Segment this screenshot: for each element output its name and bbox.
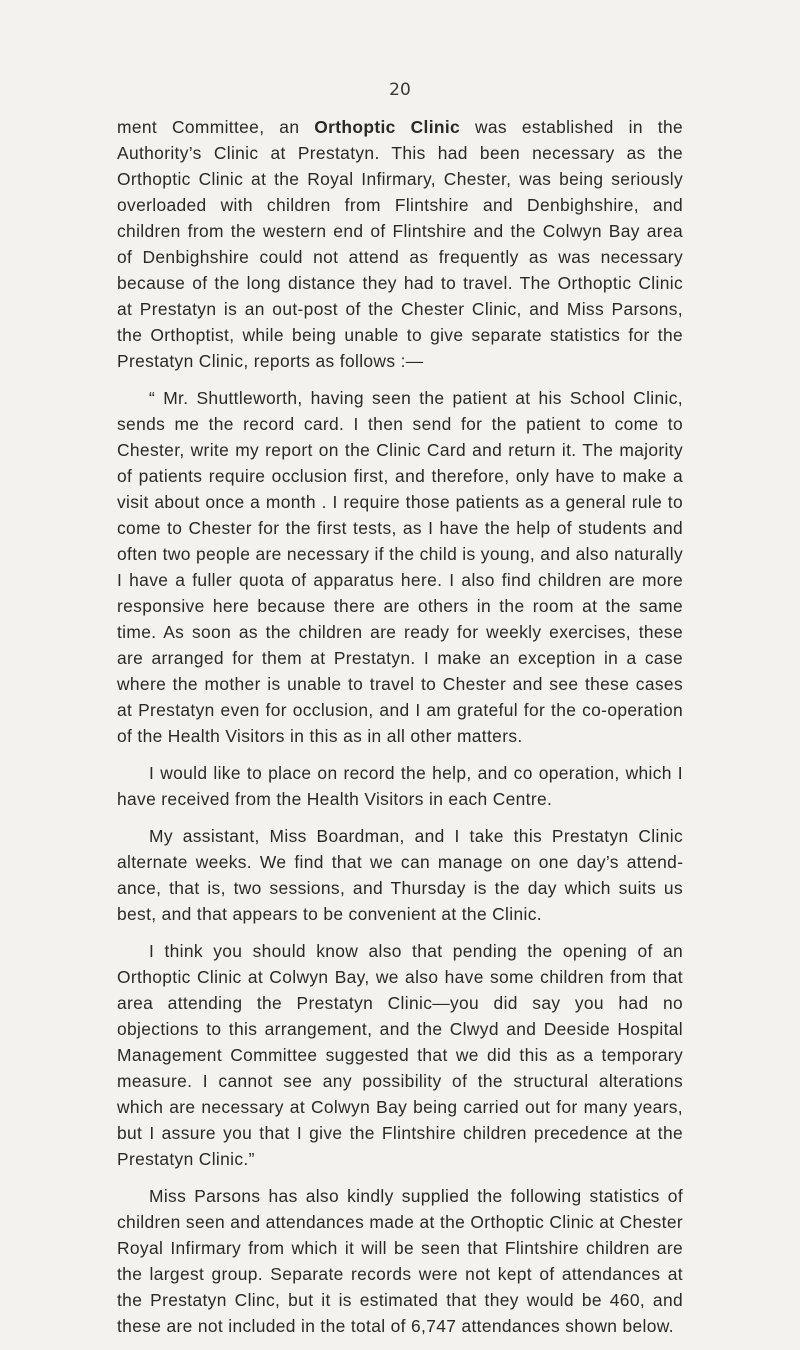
- paragraph: [117, 1183, 683, 1339]
- paragraph: [117, 760, 683, 812]
- paragraph: [117, 938, 683, 1172]
- paragraph: [117, 385, 683, 749]
- text-run: “ Mr. Shuttleworth, having seen the patient at his School Clinic, sends me the record card. I then send for the patient to come to Chester, write my report on the Clinic Card and return it. The majority of patients require occlusion first, and therefore, only have to make a visit about once a month . I require those patients as a general rule to come to Chester for the first tests, as I have the help of students and often two people are necessary if the child is young, and also naturally I have a fuller quota of apparatus here. I also find children are more responsive here because there are others in the room at the same time. As soon as the children are ready for weekly exercises, these are arranged for them at Prestatyn. I make an exception in a case where the mother is unable to travel to Chester and see these cases at Prestatyn even for occlusion, and I am grateful for the co-operation of the Health Visitors in this as in all other matters.: [117, 388, 683, 746]
- paragraph: [117, 114, 683, 374]
- text-run: I would like to place on record the help, and co operation, which I have received from the Health Visitors in each Centre.: [117, 763, 683, 809]
- text-run: Miss Parsons has also kindly supplied the following statistics of children seen and attendances made at the Orthoptic Clinic at Chester Royal Infirmary from which it will be seen that Flintshire children are the largest group. Separate records were not kept of attendances at the Prestatyn Clinc, but it is estimated that they would be 460, and these are not included in the total of 6,747 attendances shown below.: [117, 1186, 683, 1336]
- text-run: My assistant, Miss Boardman, and I take this Prestatyn Clinic alternate weeks. We find that we can manage on one day’s attendance, that is, two sessions, and Thursday is the day which suits us best, and that appears to be convenient at the Clinic.: [117, 826, 683, 924]
- page-number: 20: [389, 80, 411, 100]
- text-run: was established in the Authority’s Clinic at Prestatyn. This had been necessary as the Orthoptic Clinic at the Royal Infirmary, Chester, was being seriously overloaded with children from Flintshire and Denbighshire, and children from the western end of Flintshire and the Colwyn Bay area of Denbighshire could not attend as frequently as was necessary because of the long distance they had to travel. The Orthoptic Clinic at Prestatyn is an out-post of the Chester Clinic, and Miss Parsons, the Orthoptist, while being unable to give separate statistics for the Prestatyn Clinic, reports as follows :—: [117, 117, 684, 371]
- body-text: [117, 114, 683, 1350]
- bold-run: Orthoptic Clinic: [314, 117, 461, 137]
- text-run: I think you should know also that pending the opening of an Orthoptic Clinic at Colwyn Bay, we also have some children from that area attending the Prestatyn Clinic—you did say you had no objections to this arrangement, and the Clwyd and Deeside Hospital Management Committee suggested that we did this as a temporary measure. I cannot see any possibility of the structural alterations which are necessary at Colwyn Bay being carried out for many years, but I assure you that I give the Flintshire children precedence at the Prestatyn Clinic.”: [117, 941, 683, 1169]
- paragraph: [117, 823, 683, 927]
- text-run: ment Committee, an: [117, 117, 315, 137]
